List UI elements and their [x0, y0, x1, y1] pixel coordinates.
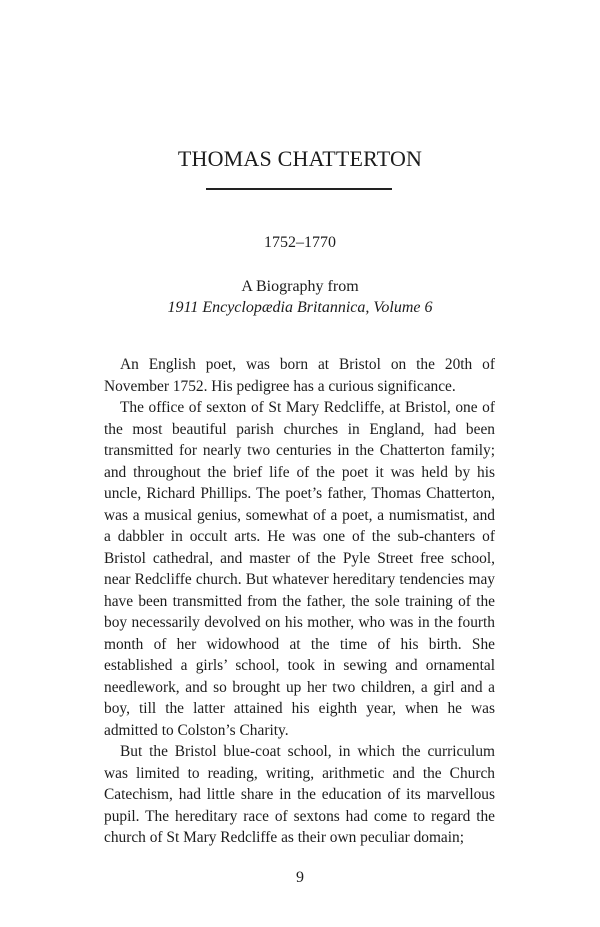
title-divider — [206, 188, 392, 190]
source-attribution — [0, 276, 600, 318]
page-number: 9 — [296, 869, 304, 886]
paragraph: An English poet, was born at Bristol on the 20th of November 1752. His pedigree has a curious significance. — [104, 356, 495, 395]
chapter-title: THOMAS CHATTERTON — [177, 146, 423, 171]
source-line-1: A Biography from — [241, 278, 359, 295]
source-line-2: 1911 Encyclopædia Britannica, Volume 6 — [167, 299, 433, 316]
paragraph: But the Bristol blue-coat school, in which the curriculum was limited to reading, writing, arithmetic and the Church Catechism, had little share in the education of its marvellous pupil. The hereditary race of sextons had come to regard the church of St Mary Redcliffe as their own peculiar domain; — [104, 743, 495, 846]
paragraph: The office of sexton of St Mary Redcliffe, at Bristol, one of the most beautiful parish churches in England, had been transmitted for nearly two centuries in the Chatterton family; and throughout the brief life of the poet it was held by his uncle, Richard Phillips. The poet’s father, Thomas Chatterton, was a musical genius, somewhat of a poet, a numismatist, and a dabbler in occult arts. He was one of the sub-chanters of Bristol cathedral, and master of the Pyle Street free school, near Redcliffe church. But whatever hereditary tendencies may have been transmitted from the father, the sole training of the boy necessarily devolved on his mother, who was in the fourth month of her widowhood at the time of his birth. She established a girls’ school, took in sewing and ornamental needlework, and so brought up her two children, a girl and a boy, till the latter attained his eighth year, when he was admitted to Colston’s Charity. — [104, 399, 495, 739]
body-text — [104, 354, 495, 849]
life-dates: 1752–1770 — [264, 234, 336, 251]
